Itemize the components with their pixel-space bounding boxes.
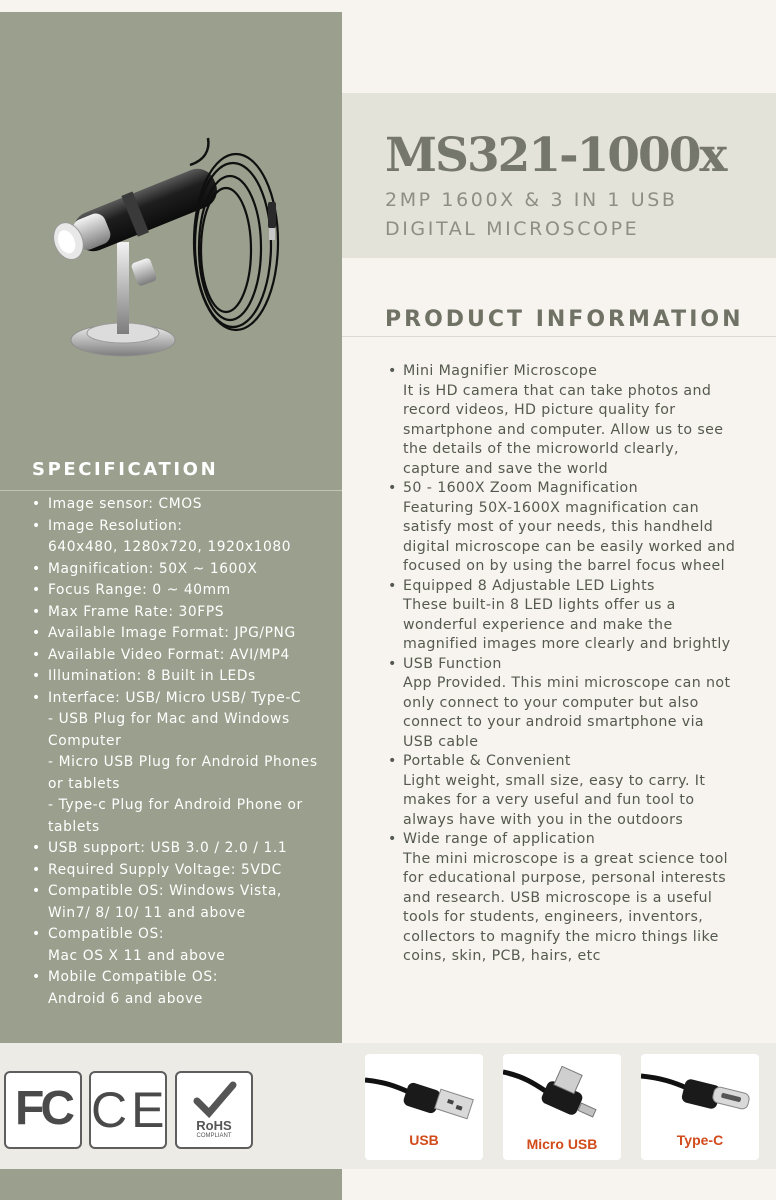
- info-desc: App Provided. This mini microscope can not only connect to your computer but also connect to your android smartphone via USB cable: [403, 675, 731, 750]
- connector-label: Type-C: [676, 1132, 724, 1148]
- spec-item: • Magnification: 50X ~ 1600X: [32, 559, 337, 581]
- micro-usb-plug-icon: [503, 1062, 621, 1128]
- fcc-mark-text: FC: [15, 1082, 71, 1135]
- product-subtitle-line-1: 2MP 1600X & 3 IN 1 USB: [385, 189, 678, 211]
- spec-item: • Image Resolution: 640x480, 1280x720, 1920x1080: [32, 516, 337, 559]
- info-desc: Featuring 50X-1600X magnification can satisfy most of your needs, this handheld digital microscope can be easily worked and focused on by using the barrel focus wheel: [403, 499, 736, 574]
- spec-item: • Required Supply Voltage: 5VDC: [32, 860, 337, 882]
- spec-item: • USB support: USB 3.0 / 2.0 / 1.1: [32, 838, 337, 860]
- usb-a-plug-icon: [365, 1062, 483, 1128]
- rohs-subtext: COMPLIANT: [196, 1133, 232, 1139]
- product-subtitle-line-2: DIGITAL MICROSCOPE: [385, 218, 640, 240]
- microscope-product-image: [40, 130, 280, 365]
- specification-heading: SPECIFICATION: [32, 459, 219, 480]
- spec-item: • Available Video Format: AVI/MP4: [32, 645, 337, 667]
- ce-mark-icon: [89, 1071, 167, 1149]
- info-desc: It is HD camera that can take photos and record videos, HD picture quality for smartphone and computer. Allow us to see the details of the microworld clearly, capture and save the world: [403, 382, 724, 477]
- spec-item: • Max Frame Rate: 30FPS: [32, 602, 337, 624]
- spec-item: • Available Image Format: JPG/PNG: [32, 623, 337, 645]
- info-title: • Mini Magnifier Microscope: [403, 363, 598, 379]
- product-information-list: [388, 362, 768, 967]
- spec-item: • Image sensor: CMOS: [32, 494, 337, 516]
- checkmark-icon: [193, 1081, 237, 1119]
- connector-label: USB: [409, 1132, 439, 1148]
- info-title: • Wide range of application: [403, 831, 596, 847]
- info-desc: These built-in 8 LED lights offer us a wonderful experience and make the magnified images more clearly and brightly: [403, 597, 731, 652]
- spec-item: • Compatible OS: Mac OS X 11 and above: [32, 924, 337, 967]
- usb-connector-card: [365, 1054, 483, 1160]
- list-item: [388, 752, 768, 830]
- product-title: MS321-1000x: [385, 128, 726, 183]
- spec-item: • Illumination: 8 Built in LEDs: [32, 666, 337, 688]
- fcc-mark-icon: [4, 1071, 82, 1149]
- spec-item: • Focus Range: 0 ~ 40mm: [32, 580, 337, 602]
- info-title: • USB Function: [403, 655, 502, 672]
- micro-usb-connector-card: [503, 1054, 621, 1160]
- info-desc: Light weight, small size, easy to carry. It makes for a very useful and fun tool to always have with you in the outdoors: [403, 772, 706, 828]
- spec-item: • Interface: USB/ Micro USB/ Type-C - USB Plug for Mac and Windows Computer - Micro USB Plug for Android Phones or tablets - Type-c Plug for Android Phone or tablets: [32, 688, 337, 839]
- divider: [0, 490, 342, 491]
- info-title: • Equipped 8 Adjustable LED Lights: [403, 577, 655, 594]
- spec-item: • Compatible OS: Windows Vista, Win7/ 8/ 10/ 11 and above: [32, 881, 337, 924]
- list-item: [388, 577, 768, 655]
- list-item: [388, 362, 768, 479]
- list-item: [388, 830, 768, 967]
- type-c-plug-icon: [641, 1060, 759, 1126]
- ce-mark-text: CE: [91, 1082, 169, 1138]
- type-c-connector-card: [641, 1054, 759, 1160]
- divider: [342, 336, 776, 337]
- rohs-mark-icon: [175, 1071, 253, 1149]
- list-item: [388, 655, 768, 753]
- info-title: • 50 - 1600X Zoom Magnification: [403, 480, 639, 496]
- info-title: • Portable & Convenient: [403, 753, 571, 769]
- connector-label: Micro USB: [526, 1136, 598, 1152]
- specification-list: [32, 494, 337, 1010]
- spec-item: • Mobile Compatible OS: Android 6 and above: [32, 967, 337, 1010]
- rohs-text: RoHS: [196, 1118, 232, 1133]
- list-item: [388, 479, 768, 577]
- product-information-heading: PRODUCT INFORMATION: [385, 307, 744, 332]
- info-desc: The mini microscope is a great science tool for educational purpose, personal interests and research. USB microscope is a useful tools for students, engineers, inventors, collectors to magnify the micro things like coins, skin, PCB, hairs, etc: [403, 850, 729, 964]
